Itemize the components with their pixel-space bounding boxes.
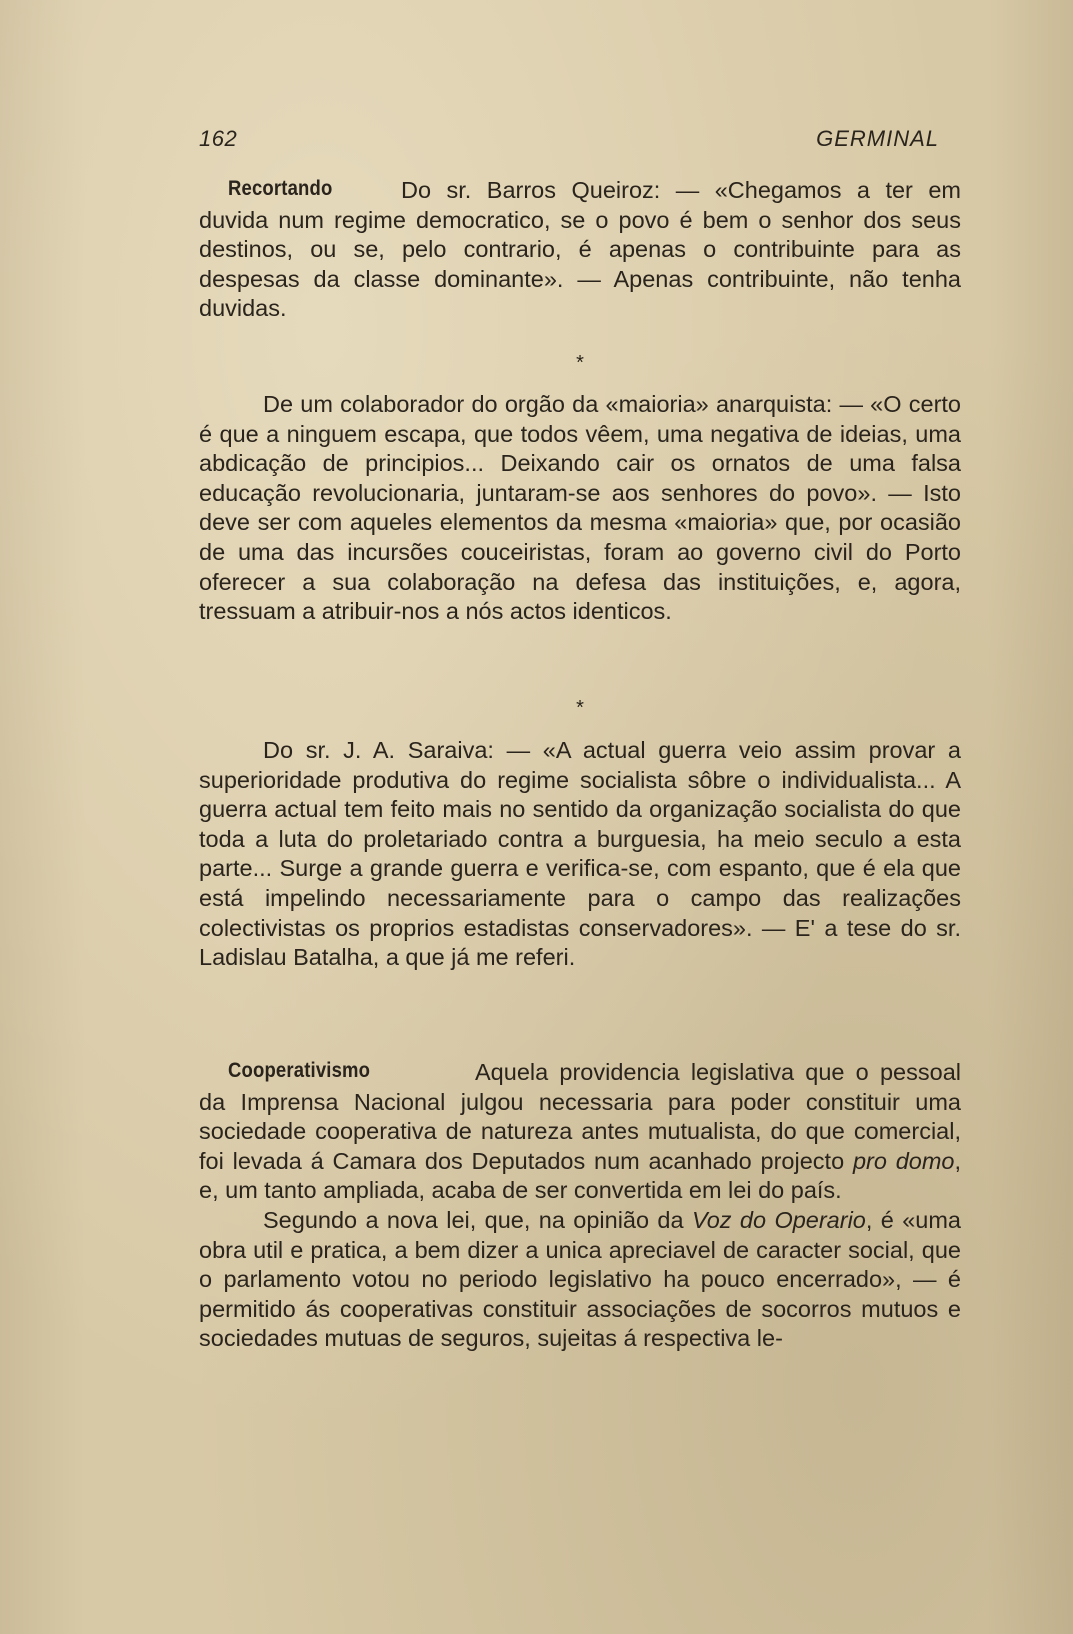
paragraph-imprensa-nacional bbox=[199, 1058, 961, 1206]
page-header bbox=[199, 118, 939, 158]
text-run: Segundo a nova lei, que, na opinião da bbox=[263, 1206, 692, 1233]
separator-star: * bbox=[576, 697, 584, 719]
separator-1 bbox=[199, 353, 961, 377]
paragraph-colaborador: De um colaborador do orgão da «maioria» anarquista: — «O certo é que a ninguem escapa, que todos vêem, uma negativa de ideias, uma abdicação de principios... Deixando cair os ornatos de uma falsa educação revolucionaria, juntaram-se aos senhores do povo». — Isto deve ser com aqueles elementos da mesma «maioria» que, por ocasião de uma das incursões couceiristas, foram ao governo civil do Porto oferecer a sua colaboração na defesa das instituições, e, agora, tressuam a atribuir-nos a nós actos identicos. bbox=[199, 391, 961, 625]
text-run: , e, um tanto ampliada, acaba de ser convertida em lei do país. bbox=[199, 1147, 962, 1204]
paragraph-nova-lei bbox=[199, 1206, 961, 1354]
text-run: , é «uma obra util e pratica, a bem dizer a unica apreciavel de caracter social, que o parlamento votou no periodo legislativo ha pouco encerrado», — é permitido ás cooperativas constituir associações de socorros mutuos e sociedades mutuas de seguros, sujeitas á respectiva le- bbox=[199, 1206, 961, 1352]
section-rubric-recortando: Recortando bbox=[228, 176, 333, 200]
text-run: Aquela providencia legislativa que o pessoal da Imprensa Nacional julgou necessaria para poder constituir uma sociedade cooperativa de natureza antes mutualista, do que comercial, foi levada á Camara dos Deputados num acanhado projecto bbox=[199, 1059, 961, 1174]
section-recortando bbox=[199, 176, 961, 324]
separator-star: * bbox=[576, 352, 584, 374]
paragraph-saraiva-block bbox=[199, 736, 961, 973]
italic-title: Voz do Operario bbox=[691, 1206, 866, 1233]
page-number: 162 bbox=[199, 126, 238, 151]
italic-term: pro domo bbox=[852, 1147, 955, 1174]
paragraph-colaborador-block bbox=[199, 390, 961, 627]
section-cooperativismo bbox=[199, 1058, 961, 1354]
paragraph-saraiva: Do sr. J. A. Saraiva: — «A actual guerra veio assim provar a superioridade produtiva do regime socialista sôbre o individualista... A guerra actual tem feito mais no sentido da organização socialista do que toda a luta do proletariado contra a burguesia, ha meio seculo a esta parte... Surge a grande guerra e verifica-se, com espanto, que é ela que está impelindo necessariamente para o campo das realizações colectivistas os proprios estadistas conservadores». — E' a tese do sr. Ladislau Batalha, a que já me referi. bbox=[199, 737, 961, 971]
paragraph-barros-queiroz: Do sr. Barros Queiroz: — «Chegamos a ter em duvida num regime democratico, se o povo é bem o senhor dos seus destinos, ou se, pelo contrario, é apenas o contribuinte para as despesas da classe dominante». — Apenas contribuinte, não tenha duvidas. bbox=[199, 177, 961, 322]
separator-2 bbox=[199, 698, 961, 722]
running-title: GERMINAL bbox=[816, 126, 939, 151]
section-rubric-cooperativismo: Cooperativismo bbox=[228, 1058, 371, 1082]
